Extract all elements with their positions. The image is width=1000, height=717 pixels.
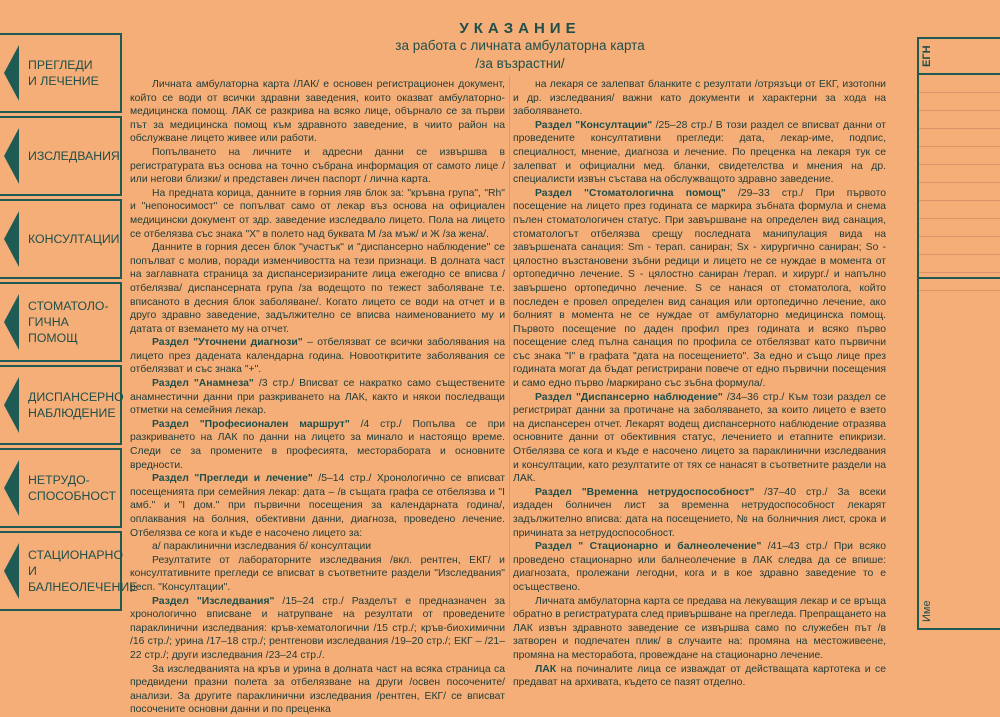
section-tab[interactable] (0, 116, 122, 196)
egn-grid (919, 39, 1000, 277)
section-heading: Раздел "Стоматологична помощ" (535, 187, 726, 199)
instruction-paragraph (513, 119, 886, 187)
paragraph-text: /29–33 стр./ При първото посещение на лицето през годината се маркира зъбната формула и снема пълен стоматологичен статус. При завършване на определен вид санация, стоматологът отбелязва срещу последната манипулация вида на завършената санация: Sm - терап. саниран; Sx - хирургично саниран; So - цялостно възстановени зъбни редици и лицето не се нуждае в момента от ортопедично лечение. S - цялостно саниран /терап. и хирург./ и напълно завършено ортопедично лечение. S се нанася от стоматолога, който последен е провел определен вид санация или ортопедично лечение, ако болният в момента не се нуждае от амбулаторно медицинска помощ. Първото посещение по даден профил през годината и всяко първо посещение след пълна санация по профила се отбелязват като първични със знака "I" в графата "дата на посещението". За едно и също лице през годината могат да бъдат регистрирани повече от едно първични посещения и само едно първо /маркирано със зъбна формула/. (513, 187, 886, 390)
section-tab[interactable] (0, 365, 122, 445)
paragraph-text: Данните в горния десен блок "участък" и "диспансерно наблюдение" се попълват с молив, поради изменчивостта на тези признаци. В долната част на заглавната страница за диспансеризираните лица ежегодно се вписва /отбелязва/ диспансерната група /за водещото по тежест заболяване т.е. вписаното в десния блок заболяване/. Когато лицето се води на отчет и в друго здравно заведение, задължително се вписва наименованието му и датата от вземането му на отчет. (130, 242, 505, 335)
instruction-paragraph (130, 187, 505, 241)
instruction-paragraph (513, 540, 886, 594)
section-tab[interactable] (0, 531, 138, 611)
section-tab[interactable] (0, 448, 122, 528)
egn-grid-row (919, 219, 1000, 237)
paragraph-text: /5–14 стр./ Хронологично се вписват посещенията при семейния лекар: дата – /в същата графа се отбелязва и "I амб." и "I дом." при първични посещения за календарната година/, оплаквания на болния, обективни данни, диагноза, проведено лечение. Отбелязва се кога и къде е насочено лицето за: (130, 473, 505, 539)
egn-grid-row (919, 75, 1000, 93)
egn-grid-row (919, 165, 1000, 183)
instruction-paragraph (130, 146, 505, 187)
paragraph-text: На предната корица, данните в горния ляв блок за: "кръвна група", "Rh" и "непоносимост" се попълват само от лекар въз основа на официален медицински документ от здр. заведение изследвало лицето. Пола на лицето се отбелязва със знака "Х" в полето над буквата М /за мъж/ и Ж /за жена/. (130, 187, 505, 240)
tab-arrow-icon (4, 294, 19, 350)
section-tab[interactable] (0, 282, 122, 362)
section-tab-label: КОНСУЛТАЦИИ (28, 232, 120, 246)
name-label: Име (921, 600, 933, 622)
instruction-paragraph (130, 663, 505, 717)
egn-grid-row (919, 273, 1000, 291)
instruction-paragraph (130, 540, 505, 554)
section-tab[interactable] (0, 199, 122, 279)
instruction-paragraph (513, 391, 886, 486)
section-heading: Раздел "Диспансерно наблюдение" (535, 391, 723, 403)
section-heading: Раздел "Професионален маршрут" (152, 418, 350, 430)
egn-grid-row (919, 183, 1000, 201)
instructions-left-column (130, 78, 505, 717)
instruction-paragraph (513, 78, 886, 119)
paragraph-text: Личната амбулаторна карта /ЛАК/ е основен регистрационен документ, който се води от всички здравни заведения, които оказват амбулаторно-медицинска помощ. ЛАК се разкрива на всяко лице, обърнало се за първи път за медицинска помощ към здравното заведение, в чиито район на обслужване лицето живее или работи. (130, 79, 505, 145)
section-tab-label: ПРЕГЛЕДИ И ЛЕЧЕНИЕ (28, 58, 99, 88)
paragraph-text: Личната амбулаторна карта се предава на лекуващия лекар и се връща обратно в регистратурата след привършване на прегледа. Препращането на ЛАК извън здравното заведение се извършва само по служебен път /в затворен и подпечатен плик/ в случаите на: промяна на местоживеене, промяна на месторабота, провеждане на стационарно лечение. (513, 595, 886, 661)
egn-grid-row (919, 93, 1000, 111)
section-tab-label: СТОМАТОЛО- ГИЧНА ПОМОЩ (28, 299, 109, 345)
column-divider (509, 76, 510, 616)
section-tab-label: ИЗСЛЕДВАНИЯ (28, 149, 120, 163)
paragraph-text: на починалите лица се изваждат от действащата картотека и се предават на архивата, където се пазят отделно. (513, 663, 886, 689)
tab-arrow-icon (4, 460, 19, 516)
egn-label: ЕГН (921, 45, 933, 67)
panel-divider (919, 277, 1000, 279)
paragraph-text: /34–36 стр./ Към този раздел се регистрират данни за протичане на заболяването, за които лицето е взето на диспансерен отчет. Лекарят водещ диспансерното наблюдение отразява основните данни от обективния статус, лечението и етапните епикризи. Отбелязва се кога и къде е насочено лицето за параклинични изследвания и консултации, като резултатите от тях се нанасят в съответните раздели на ЛАК. (513, 391, 886, 485)
paragraph-text: а/ параклинични изследвания б/ консултации (152, 541, 372, 553)
section-heading: Раздел "Изследвания" (152, 595, 275, 607)
paragraph-text: – отбелязват се всички заболявания на лицето през дадената календарна година. Новооткритите заболявания се отбелязват и със знака "+". (130, 337, 505, 376)
section-tabs (0, 33, 138, 614)
instruction-paragraph (130, 241, 505, 336)
paragraph-text: /25–28 стр./ В този раздел се вписват данни от проведените консултативни прегледи: дата, лекар-име, подпис, специалност, мнение, диагноза и лечение. По преценка на лекаря тук се залепват и официални мед. бланки, свидетелства и мнения на др. специалисти извън състава на обслужващото здравно заведение. (513, 119, 886, 186)
paragraph-text: За изследванията на кръв и урина в долната част на всяка страница са предвидени празни полета за отбелязване на други /освен посочените/ анализи. За другите параклинични изследвания /рентген, ЕКГ/ се вписват посочените основни данни и по преценка (130, 663, 505, 716)
instruction-paragraph (130, 418, 505, 472)
egn-grid-row (919, 255, 1000, 273)
instruction-paragraph (513, 595, 886, 663)
tab-arrow-icon (4, 377, 19, 433)
section-heading: Раздел "Прегледи и лечение" (152, 473, 313, 485)
instruction-paragraph (513, 486, 886, 540)
paragraph-text: /15–24 стр./ Разделът е предназначен за хронологично вписване и натрупване на резултати от проведените параклинични изследвания: кръв-хематологични /15 стр./; кръв-биохимични /16 стр./; урина /17–18 стр./; рентгенови изследвания /19–20 стр./; ЕКГ – /21–22 стр./; други изследвания /23–24 стр./. (130, 595, 505, 661)
paragraph-text: /37–40 стр./ За всеки издаден болничен лист за временна нетрудоспособност лекарят задължително вписва: дата на посещението, № на болничния лист, срока и причината за нетрудоспособност. (513, 486, 886, 539)
egn-grid-row (919, 237, 1000, 255)
section-tab[interactable] (0, 33, 122, 113)
tab-arrow-icon (4, 543, 19, 599)
page-subtitle: за работа с личната амбулаторна карта (395, 38, 645, 53)
page-title: УКАЗАНИЕ (459, 20, 581, 37)
egn-grid-row (919, 201, 1000, 219)
instruction-paragraph (130, 472, 505, 540)
section-heading: Раздел "Анамнеза" (152, 378, 254, 390)
page-header (130, 20, 910, 73)
instructions-right-column (513, 78, 886, 690)
paragraph-text: /3 стр./ Вписват се накратко само съществените анамнестични данни при разкриването на ЛАК, както и някои последващи отметки на семейния лекар. (130, 378, 505, 417)
instruction-paragraph (130, 78, 505, 146)
section-heading: Раздел "Консултации" (535, 119, 653, 131)
section-tab-label: НЕТРУДО- СПОСОБНОСТ (28, 473, 116, 503)
instruction-paragraph (513, 187, 886, 391)
tab-arrow-icon (4, 211, 19, 267)
tab-arrow-icon (4, 45, 19, 101)
egn-grid-row (919, 147, 1000, 165)
paragraph-text: /41–43 стр./ При всяко проведено стационарно или балнеолечение в ЛАК следва да се впише: диагнозата, пролежани легодни, кога и в кое здравно заведение то е осъществено. (513, 541, 886, 593)
instruction-paragraph (130, 377, 505, 418)
tab-arrow-icon (4, 128, 19, 184)
egn-grid-row (919, 129, 1000, 147)
instruction-paragraph (130, 554, 505, 595)
page-subtitle-note: /за възрастни/ (475, 56, 565, 71)
section-tab-label: ДИСПАНСЕРНО НАБЛЮДЕНИЕ (28, 390, 124, 420)
paragraph-text: Попълването на личните и адресни данни се извършва в регистратурата въз основа на точно събрана информация от самото лице /или негови близки/ и представен личен паспорт / лична карта. (130, 146, 505, 186)
egn-grid-row (919, 111, 1000, 129)
section-heading: ЛАК (535, 663, 557, 675)
section-heading: Раздел "Временна нетрудоспособност" (535, 486, 755, 498)
paragraph-text: на лекаря се залепват бланките с резултати /отрязъци от ЕКГ, изотопни и др. изследвания/ важни като документи и характерни за хода на заболяването. (513, 79, 886, 118)
section-heading: Раздел " Стационарно и балнеолечение" (535, 541, 762, 553)
section-heading: Раздел "Уточнени диагнози" (152, 337, 303, 349)
paragraph-text: /4 стр./ Попълва се при разкриването на ЛАК по данни на лицето за минало и настоящо време. Следи се за промените в професията, месторабората и основните вредности. (130, 418, 505, 471)
paragraph-text: Резултатите от лабораторните изследвания /вкл. рентген, ЕКГ/ и консултативните прегледи се вписват в съответните раздели "Изследвания" респ. "Консултации". (130, 554, 505, 593)
instruction-paragraph (130, 595, 505, 663)
id-side-panel (917, 37, 1000, 630)
instruction-paragraph (130, 336, 505, 377)
section-tab-label: СТАЦИОНАРНО И БАЛНЕОЛЕЧЕНИЕ (28, 548, 138, 594)
